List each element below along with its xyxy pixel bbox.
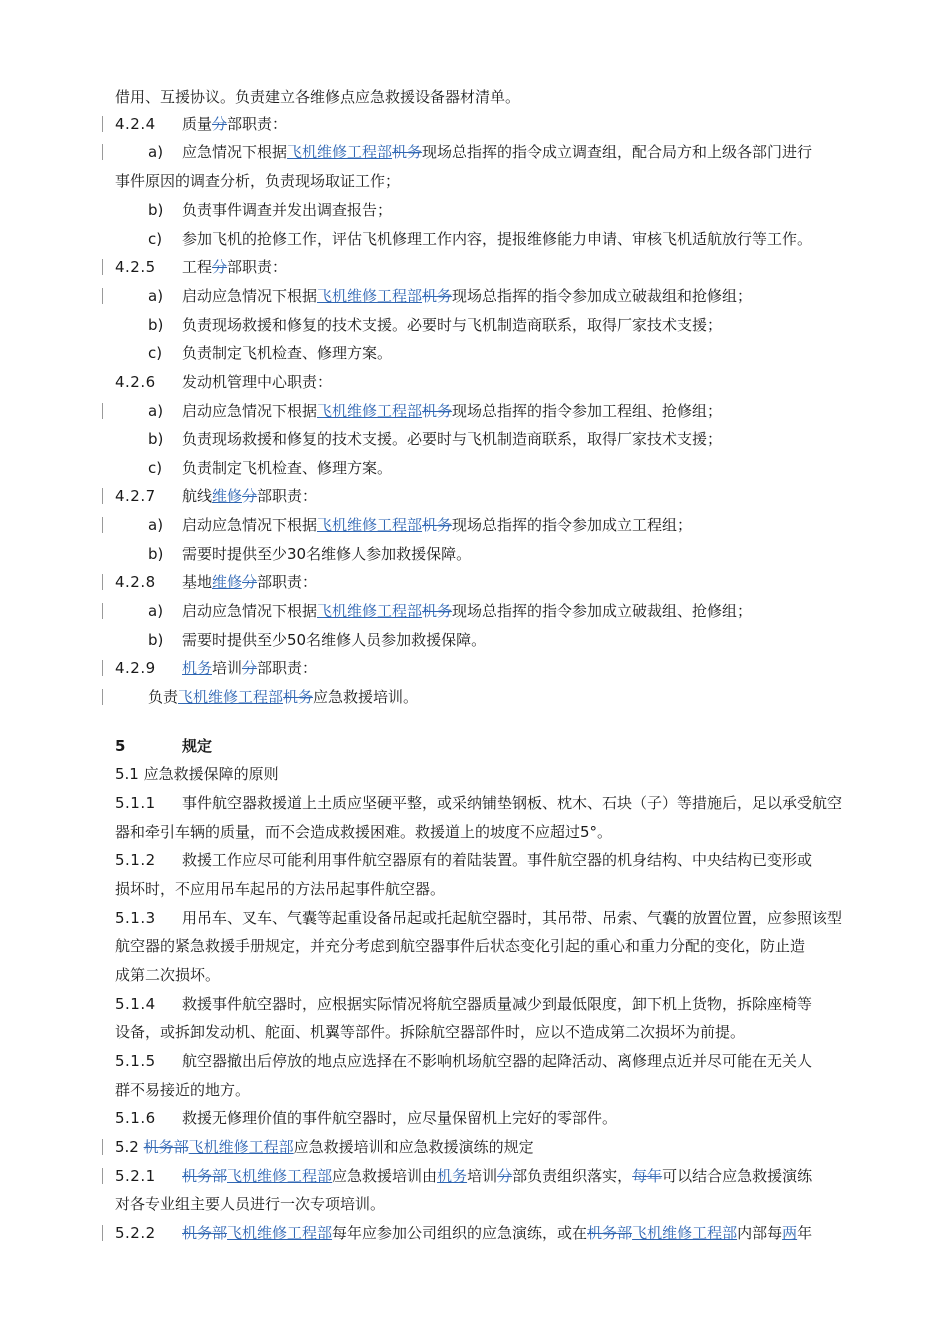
inserted-text: 飞机维修工程部: [178, 688, 284, 706]
text-run: 救援工作应尽可能利用事件航空器原有的着陆装置。事件航空器的机身结构、中央结构已变形或: [182, 851, 813, 869]
text-run: 部职责：: [227, 115, 288, 133]
line-text: [182, 789, 842, 817]
text-run: 应急救援培训和应急救援演练的规定: [293, 1138, 534, 1156]
text-run: 现场总指挥的指令成立调查组，配合局方和上级各部门进行: [422, 143, 813, 161]
text-run: 用吊车、叉车、气囊等起重设备吊起或托起航空器时，其吊带、吊索、气囊的放置位置，应参照该型: [182, 909, 843, 927]
text-run: 对各专业组主要人员进行一次专项培训。: [115, 1195, 386, 1213]
text-run: 启动应急情况下根据: [182, 402, 318, 420]
deleted-text: 每年: [632, 1167, 663, 1185]
text-run: 救援事件航空器时，应根据实际情况将航空器质量减少到最低限度，卸下机上货物，拆除座椅等: [182, 995, 813, 1013]
line-text: [115, 961, 220, 989]
text-run: 器和牵引车辆的质量，而不会造成救援困难。救援道上的坡度不应超过5°。: [115, 823, 613, 841]
text-run: 现场总指挥的指令参加工程组、抢修组；: [452, 402, 723, 420]
document-line: [0, 732, 950, 760]
document-line: [0, 167, 950, 195]
text-run: 现场总指挥的指令参加成立破裁组和抢修组；: [452, 287, 753, 305]
text-run: 可以结合应急救援演练: [662, 1167, 813, 1185]
change-bar: [102, 660, 103, 676]
document-line: [0, 253, 950, 281]
change-bar: [102, 1168, 103, 1184]
document-line: [0, 904, 950, 932]
document-line: [0, 1133, 950, 1161]
inserted-text: 维修: [212, 573, 243, 591]
text-run: 部职责：: [257, 487, 318, 505]
change-bar: [102, 403, 103, 419]
line-text: [182, 990, 812, 1018]
change-bar: [102, 116, 103, 132]
text-run: 年: [797, 1224, 813, 1242]
line-text: [182, 732, 212, 760]
document-line: [0, 846, 950, 874]
inserted-text: 机务: [182, 659, 213, 677]
line-text: [182, 397, 722, 425]
inserted-text: 飞机维修工程部: [227, 1167, 333, 1185]
deleted-text: 机务: [422, 287, 453, 305]
inserted-text: 飞机维修工程部: [632, 1224, 738, 1242]
document-line: [0, 454, 950, 482]
clause-number: 5.2.2: [115, 1224, 156, 1242]
change-bar: [102, 574, 103, 590]
document-line: [0, 568, 950, 596]
deleted-text: 机务: [422, 402, 453, 420]
document-line: [0, 425, 950, 453]
deleted-text: 机务: [283, 688, 314, 706]
text-run: 基地: [182, 573, 213, 591]
change-bar: [102, 288, 103, 304]
deleted-text: 分: [212, 115, 228, 133]
document-line: [0, 339, 950, 367]
line-text: [115, 818, 612, 846]
change-bar: [102, 144, 103, 160]
document-line: [0, 789, 950, 817]
inserted-text: 飞机维修工程部: [317, 287, 423, 305]
document-line: [0, 110, 950, 138]
clause-number: 5.1.6: [115, 1109, 156, 1127]
text-run: 负责事件调查并发出调查报告；: [182, 201, 393, 219]
text-run: 负责: [148, 688, 179, 706]
text-run: 航空器撤出后停放的地点应选择在不影响机场航空器的起降活动、离修理点近并尽可能在无关人: [182, 1052, 813, 1070]
clause-number: 4.2.7: [115, 487, 156, 505]
deleted-text: 分: [497, 1167, 513, 1185]
text-run: 部职责：: [257, 573, 318, 591]
document-line: [0, 511, 950, 539]
clause-number: 4.2.4: [115, 115, 156, 133]
inserted-text: 飞机维修工程部: [317, 516, 423, 534]
clause-number: 4.2.5: [115, 258, 156, 276]
change-bar: [102, 603, 103, 619]
line-text: [182, 339, 392, 367]
document-line: [0, 875, 950, 903]
document-line: [0, 225, 950, 253]
clause-number: 5.1.3: [115, 909, 156, 927]
text-run: 群不易接近的地方。: [115, 1081, 251, 1099]
deleted-text: 分: [242, 573, 258, 591]
document-line: [0, 1076, 950, 1104]
text-run: 质量: [182, 115, 213, 133]
clause-number: 5: [115, 737, 126, 755]
text-run: 设备，或拆卸发动机、舵面、机翼等部件。拆除航空器部件时，应以不造成第二次损坏为前提。: [115, 1023, 746, 1041]
text-run: 参加飞机的抢修工作，评估飞机修理工作内容，提报维修能力申请、审核飞机适航放行等工作。: [182, 230, 813, 248]
text-run: 应急救援培训。: [313, 688, 419, 706]
line-text: [182, 225, 812, 253]
line-text: [182, 1047, 812, 1075]
deleted-text: 分: [242, 659, 258, 677]
text-run: 航线: [182, 487, 213, 505]
deleted-text: 机务部: [587, 1224, 633, 1242]
line-text: [115, 932, 805, 960]
deleted-text: 机务: [392, 143, 423, 161]
change-bar: [102, 1225, 103, 1241]
list-label: c): [148, 230, 163, 248]
inserted-text: 两: [782, 1224, 798, 1242]
line-text: [182, 138, 812, 166]
document-line: [0, 138, 950, 166]
line-text: [182, 311, 722, 339]
line-text: [115, 760, 279, 788]
document-line: [0, 397, 950, 425]
text-run: 损坏时，不应用吊车起吊的方法吊起事件航空器。: [115, 880, 446, 898]
change-bar: [102, 259, 103, 275]
text-run: 应急情况下根据: [182, 143, 288, 161]
line-text: [182, 1162, 812, 1190]
line-text: [182, 454, 392, 482]
line-text: [182, 626, 486, 654]
deleted-text: 机务: [422, 602, 453, 620]
document-line: [0, 932, 950, 960]
list-label: a): [148, 602, 164, 620]
document-line: [0, 1190, 950, 1218]
clause-number: 5.1.1: [115, 794, 156, 812]
text-run: 发动机管理中心职责：: [182, 373, 333, 391]
text-run: 5.2: [115, 1138, 144, 1156]
change-bar: [102, 1139, 103, 1155]
list-label: b): [148, 201, 164, 219]
text-run: 现场总指挥的指令参加成立破裁组、抢修组；: [452, 602, 753, 620]
change-bar: [102, 689, 103, 705]
text-run: 培训: [467, 1167, 498, 1185]
line-text: [182, 253, 287, 281]
list-label: b): [148, 430, 164, 448]
text-run: 5.1 应急救援保障的原则: [115, 765, 279, 783]
clause-number: 4.2.6: [115, 373, 156, 391]
line-text: [182, 482, 317, 510]
line-text: [182, 654, 317, 682]
clause-number: 4.2.9: [115, 659, 156, 677]
deleted-text: 分: [242, 487, 258, 505]
text-run: 需要时提供至少30名维修人参加救援保障。: [182, 545, 472, 563]
list-label: a): [148, 143, 164, 161]
document-line: [0, 990, 950, 1018]
list-label: b): [148, 631, 164, 649]
line-text: [115, 167, 400, 195]
inserted-text: 维修: [212, 487, 243, 505]
text-run: 需要时提供至少50名维修人员参加救援保障。: [182, 631, 487, 649]
text-run: 事件原因的调查分析，负责现场取证工作；: [115, 172, 401, 190]
document-line: [0, 1018, 950, 1046]
line-text: [115, 83, 520, 111]
document-line: [0, 311, 950, 339]
list-label: b): [148, 545, 164, 563]
line-text: [182, 597, 752, 625]
text-run: 启动应急情况下根据: [182, 287, 318, 305]
document-line: [0, 282, 950, 310]
text-run: 部职责：: [257, 659, 318, 677]
document-line: [0, 368, 950, 396]
text-run: 应急救援培训由: [332, 1167, 438, 1185]
document-line: [0, 626, 950, 654]
line-text: [115, 1133, 534, 1161]
document-line: [0, 482, 950, 510]
line-text: [115, 1190, 385, 1218]
text-run: 航空器的紧急救援手册规定，并充分考虑到航空器事件后状态变化引起的重心和重力分配的变化，防止造: [115, 937, 806, 955]
text-run: 工程: [182, 258, 213, 276]
clause-number: 5.1.2: [115, 851, 156, 869]
text-run: 内部每: [737, 1224, 783, 1242]
text-run: 每年应参加公司组织的应急演练，或在: [332, 1224, 588, 1242]
document-line: [0, 540, 950, 568]
clause-number: 5.1.4: [115, 995, 156, 1013]
document-line: [0, 597, 950, 625]
deleted-text: 机务部: [182, 1167, 228, 1185]
deleted-text: 机务: [422, 516, 453, 534]
document-line: [0, 683, 950, 711]
list-label: a): [148, 516, 164, 534]
list-label: c): [148, 344, 163, 362]
line-text: [182, 846, 812, 874]
clause-number: 5.2.1: [115, 1167, 156, 1185]
text-run: 借用、互援协议。负责建立各维修点应急救援设备器材清单。: [115, 88, 521, 106]
clause-number: 4.2.8: [115, 573, 156, 591]
document-line: [0, 196, 950, 224]
document-line: [0, 1219, 950, 1247]
text-run: 现场总指挥的指令参加成立工程组；: [452, 516, 693, 534]
text-run: 事件航空器救援道上土质应坚硬平整，或采纳铺垫钢板、枕木、石块（子）等措施后，足以承受航空: [182, 794, 843, 812]
line-text: [182, 110, 287, 138]
text-run: 部职责：: [227, 258, 288, 276]
heading-text: 规定: [182, 737, 213, 755]
text-run: 负责现场救援和修复的技术支援。必要时与飞机制造商联系，取得厂家技术支援；: [182, 316, 723, 334]
line-text: [182, 511, 692, 539]
document-line: [0, 1104, 950, 1132]
line-text: [182, 904, 842, 932]
line-text: [148, 683, 418, 711]
text-run: 负责制定飞机检查、修理方案。: [182, 344, 393, 362]
line-text: [182, 196, 392, 224]
list-label: c): [148, 459, 163, 477]
line-text: [115, 875, 445, 903]
document-line: [0, 961, 950, 989]
text-run: 启动应急情况下根据: [182, 516, 318, 534]
line-text: [182, 1104, 617, 1132]
line-text: [182, 368, 332, 396]
text-run: 部负责组织落实，: [512, 1167, 633, 1185]
inserted-text: 机务: [437, 1167, 468, 1185]
document-line: [0, 818, 950, 846]
text-run: 救援无修理价值的事件航空器时，应尽量保留机上完好的零部件。: [182, 1109, 618, 1127]
line-text: [115, 1076, 250, 1104]
list-label: b): [148, 316, 164, 334]
document-line: [0, 1047, 950, 1075]
list-label: a): [148, 402, 164, 420]
document-line: [0, 83, 950, 111]
change-bar: [102, 517, 103, 533]
inserted-text: 飞机维修工程部: [317, 602, 423, 620]
line-text: [182, 568, 317, 596]
document-line: [0, 654, 950, 682]
line-text: [182, 540, 471, 568]
line-text: [182, 282, 752, 310]
line-text: [182, 1219, 812, 1247]
document-line: [0, 760, 950, 788]
change-bar: [102, 488, 103, 504]
list-label: a): [148, 287, 164, 305]
deleted-text: 机务部: [143, 1138, 189, 1156]
text-run: 负责制定飞机检查、修理方案。: [182, 459, 393, 477]
line-text: [115, 1018, 745, 1046]
deleted-text: 分: [212, 258, 228, 276]
text-run: 负责现场救援和修复的技术支援。必要时与飞机制造商联系，取得厂家技术支援；: [182, 430, 723, 448]
line-text: [182, 425, 722, 453]
document-line: [0, 1162, 950, 1190]
text-run: 启动应急情况下根据: [182, 602, 318, 620]
text-run: 成第二次损坏。: [115, 966, 221, 984]
inserted-text: 飞机维修工程部: [188, 1138, 294, 1156]
text-run: 培训: [212, 659, 243, 677]
inserted-text: 飞机维修工程部: [227, 1224, 333, 1242]
clause-number: 5.1.5: [115, 1052, 156, 1070]
inserted-text: 飞机维修工程部: [287, 143, 393, 161]
deleted-text: 机务部: [182, 1224, 228, 1242]
inserted-text: 飞机维修工程部: [317, 402, 423, 420]
